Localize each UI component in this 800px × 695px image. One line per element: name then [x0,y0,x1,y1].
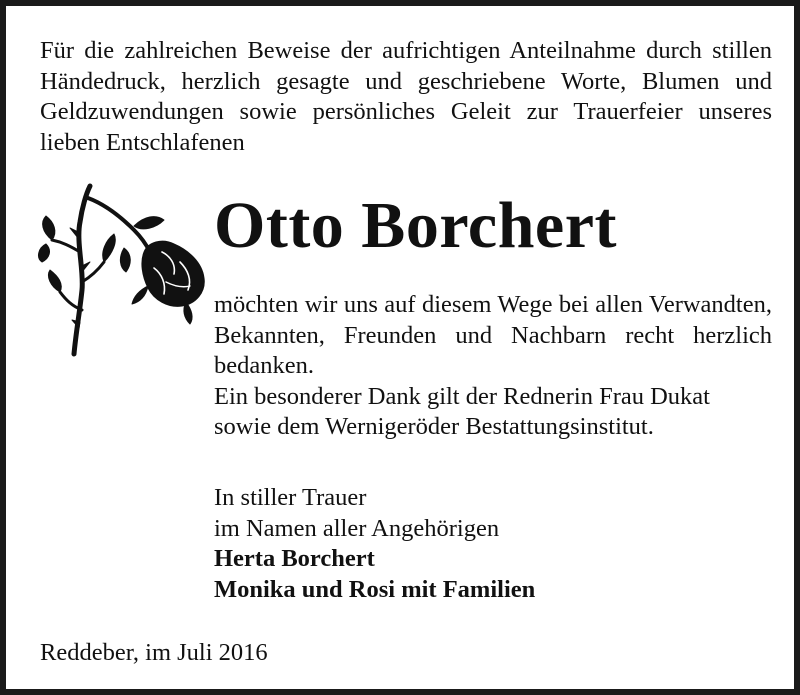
signer-1: Herta Borchert [214,545,375,572]
special-thanks: Ein besonderer Dank gilt der Rednerin Frau Dukat sowie dem Wernigeröder Bestattungsinstitut. [214,382,710,440]
intro-text: Für die zahlreichen Beweise der aufrichtigen Anteilnahme durch stillen Händedruck, herzlich gesagte und geschriebene Worte, Blumen und Geldzuwendungen sowie persönliches Geleit zur Trauerfeier unseres lieben Entschlafenen [40,37,772,156]
deceased-name: Otto Borchert [214,189,617,262]
thanks-section [214,290,772,443]
rose-icon [36,182,211,357]
thanks-paragraph: möchten wir uns auf diesem Wege bei allen Verwandten, Bekannten, Freunden und Nachbarn recht herzlich bedanken. [214,291,772,379]
place-date: Reddeber, im Juli 2016 [40,639,268,666]
signoff-line-2: im Namen aller Angehörigen [214,514,500,542]
signoff-line-1: In stiller Trauer [214,484,367,511]
signer-2: Monika und Rosi mit Familien [214,575,536,603]
signoff-section [214,483,772,605]
